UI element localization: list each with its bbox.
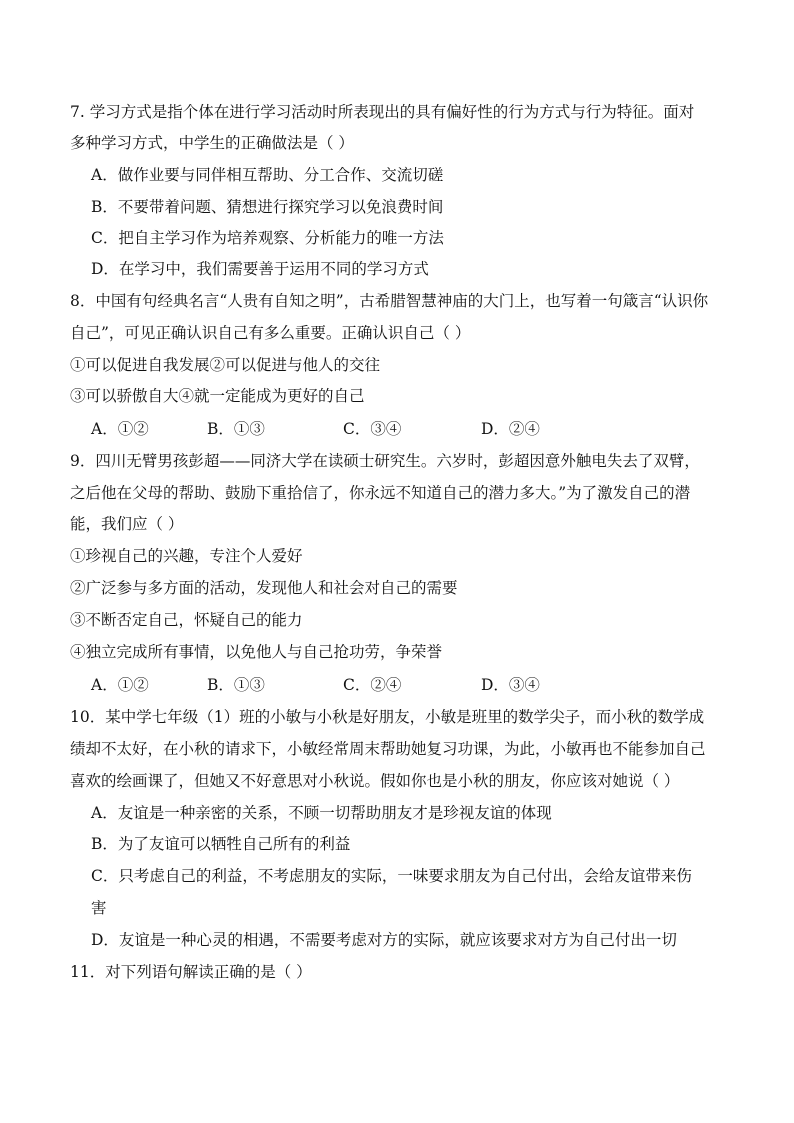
q9-stem-line-2: 之后他在父母的帮助、鼓励下重拾信了，你永远不知道自己的潜力多大。”为了激发自己的潜 xyxy=(70,484,691,502)
q9-stem-line-3: 能，我们应（ ） xyxy=(70,515,184,533)
q10-option-c-continued: 害 xyxy=(91,899,107,917)
q7-option-d: D．在学习中，我们需要善于运用不同的学习方式 xyxy=(91,260,429,278)
q10-option-d: D．友谊是一种心灵的相遇，不需要考虑对方的实际，就应该要求对方为自己付出一切 xyxy=(91,931,677,949)
q9-choice-d: D．③④ xyxy=(481,676,540,694)
q10-stem-line-1: 10．某中学七年级（1）班的小敏与小秋是好朋友，小敏是班里的数学尖子，而小秋的数学成 xyxy=(70,708,705,726)
q8-statement-1-2: ①可以促进自我发展②可以促进与他人的交往 xyxy=(70,356,381,374)
q8-stem-line-2: 自己”，可见正确认识自己有多么重要。正确认识自己（ ） xyxy=(70,324,471,342)
q10-stem-line-2: 绩却不太好，在小秋的请求下，小敏经常周末帮助她复习功课，为此，小敏再也不能参加自己 xyxy=(70,740,706,758)
q7-stem-line-2: 多种学习方式，中学生的正确做法是（ ） xyxy=(70,134,354,152)
q9-statement-3: ③不断否定自己，怀疑自己的能力 xyxy=(70,611,303,629)
q9-choices xyxy=(91,675,731,695)
q9-statement-1: ①珍视自己的兴趣，专注个人爱好 xyxy=(70,547,303,565)
q10-option-a: A．友谊是一种亲密的关系，不顾一切帮助朋友才是珍视友谊的体现 xyxy=(91,804,552,822)
q7-option-c: C．把自主学习作为培养观察、分析能力的唯一方法 xyxy=(91,229,444,247)
q10-option-c: C．只考虑自己的利益，不考虑朋友的实际，一味要求朋友为自己付出，会给友谊带来伤 xyxy=(91,867,692,885)
q7-option-b: B．不要带着问题、猜想进行探究学习以免浪费时间 xyxy=(91,198,444,216)
q7-stem-line-1: 7. 学习方式是指个体在进行学习活动时所表现出的具有偏好性的行为方式与行为特征。面对 xyxy=(70,103,695,121)
q8-stem-line-1: 8．中国有句经典名言“人贵有自知之明”，古希腊智慧神庙的大门上，也写着一句箴言“认识你 xyxy=(70,292,709,310)
q9-statement-2: ②广泛参与多方面的活动，发现他人和社会对自己的需要 xyxy=(70,579,458,597)
q9-statement-4: ④独立完成所有事情，以免他人与自己抢功劳，争荣誉 xyxy=(70,643,443,661)
q8-choice-a: A．①② xyxy=(91,420,149,438)
q9-stem-line-1: 9．四川无臂男孩彭超——同济大学在读硕士研究生。六岁时，彭超因意外触电失去了双臂， xyxy=(70,452,700,470)
q8-choices xyxy=(91,419,731,439)
q8-statement-3-4: ③可以骄傲自大④就一定能成为更好的自己 xyxy=(70,387,365,405)
q11-stem-line-1: 11．对下列语句解读正确的是（ ） xyxy=(70,963,312,981)
q9-choice-a: A．①② xyxy=(91,676,149,694)
q10-option-b: B．为了友谊可以牺牲自己所有的利益 xyxy=(91,835,351,853)
q10-stem-line-3: 喜欢的绘画课了，但她又不好意思对小秋说。假如你也是小秋的朋友，你应该对她说（ ） xyxy=(70,772,680,790)
q8-choice-c: C．③④ xyxy=(343,420,402,438)
q9-choice-c: C．②④ xyxy=(343,676,402,694)
q8-choice-d: D．②④ xyxy=(481,420,540,438)
q8-choice-b: B．①③ xyxy=(207,420,265,438)
q9-choice-b: B．①③ xyxy=(207,676,265,694)
q7-option-a: A．做作业要与同伴相互帮助、分工合作、交流切磋 xyxy=(91,166,444,184)
